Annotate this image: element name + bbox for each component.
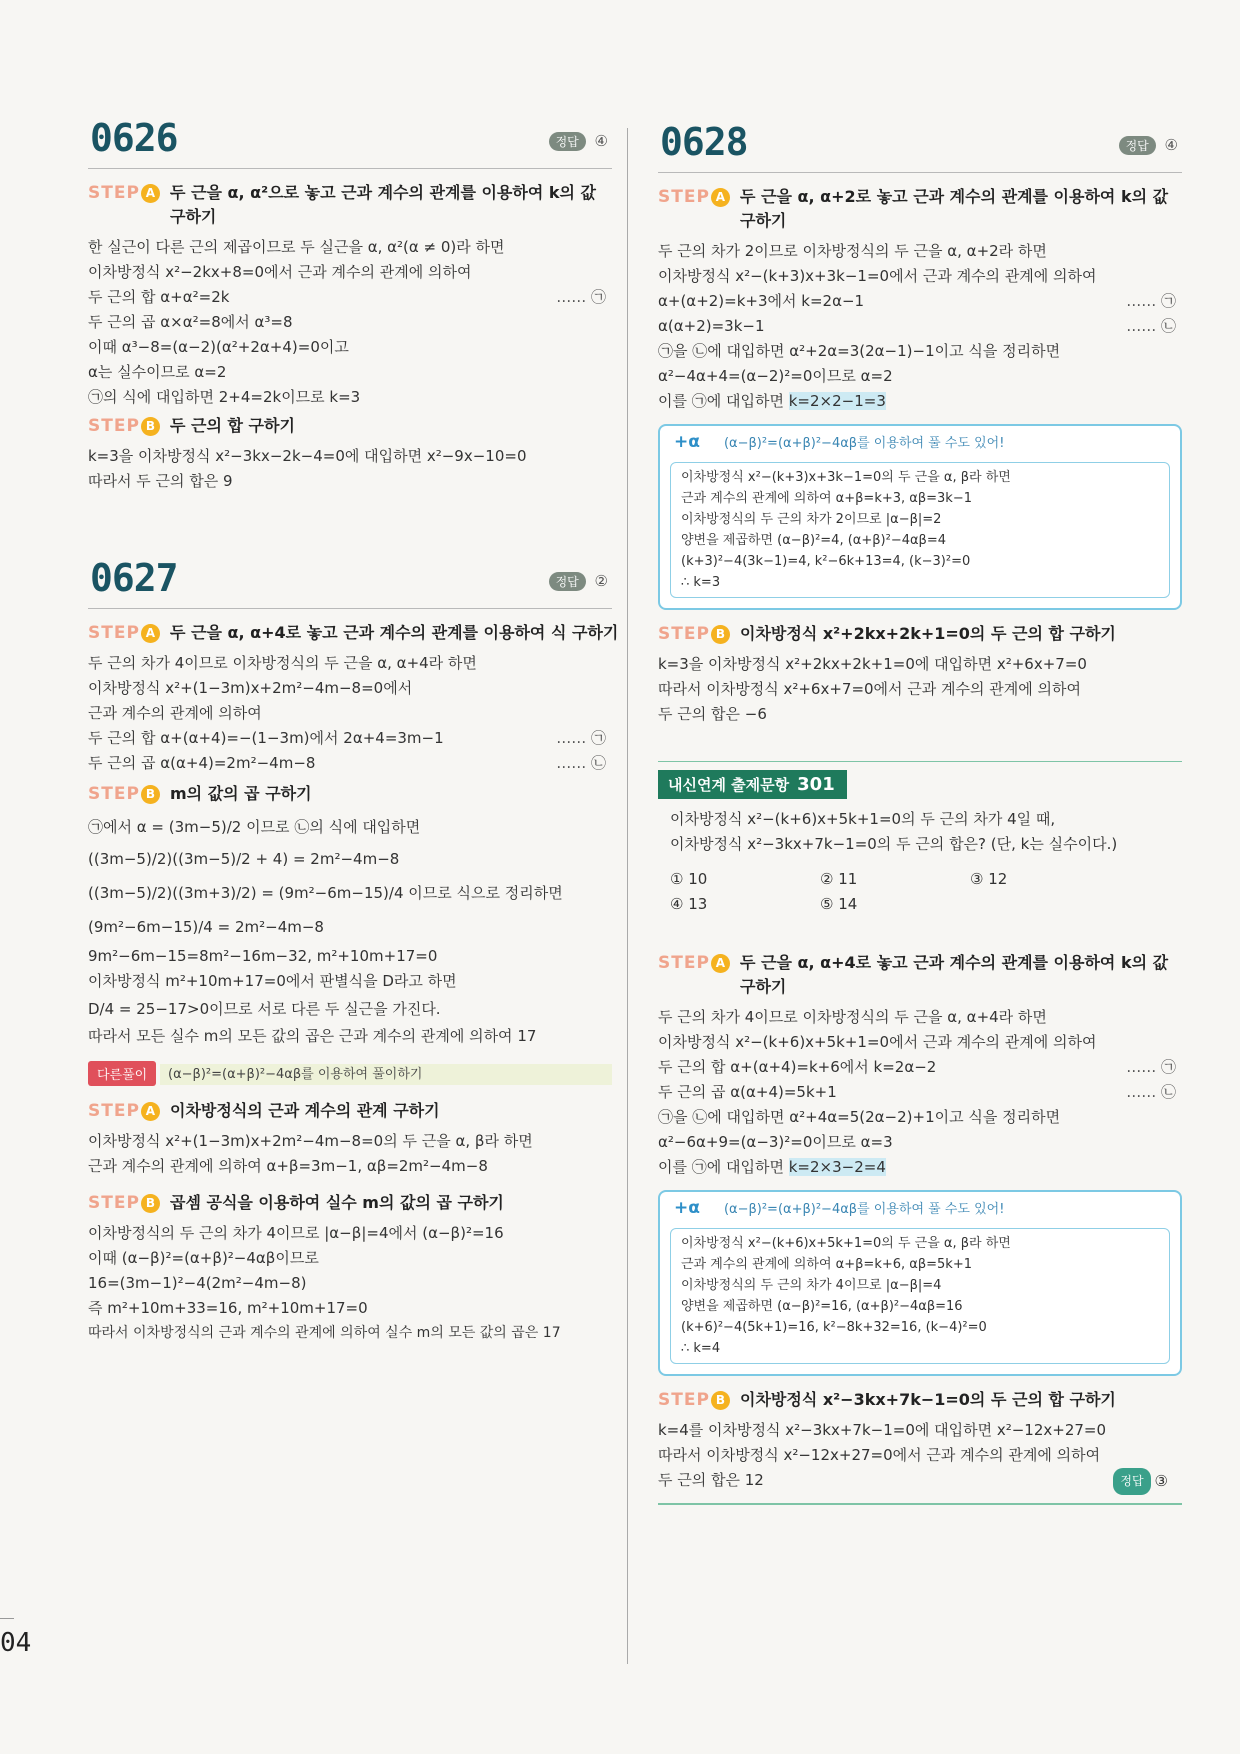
equation-mark-1: …… ㉠ [556,729,606,747]
alt-step-a-title: 이차방정식의 근과 계수의 관계 구하기 [170,1101,440,1120]
answer-value: ④ [594,132,608,150]
step-a-title-1: 두 근을 α, α+4로 놓고 근과 계수의 관계를 이용하여 k의 값 [740,953,1169,972]
question-text [658,807,1182,857]
answer-value: ③ [1154,1472,1168,1490]
step-a-title-2: 구하기 [740,211,787,230]
solution-line: 두 근의 차가 2이므로 이차방정식의 두 근을 α, α+2라 하면 [658,242,1047,260]
solution-line: 두 근의 합은 −6 [658,705,767,723]
step-a-title-1: 두 근을 α, α²으로 놓고 근과 계수의 관계를 이용하여 k의 값 [170,183,596,202]
solution-line: 이차방정식 x²−(k+3)x+3k−1=0에서 근과 계수의 관계에 의하여 [658,267,1097,285]
alternative-solution-title: (α−β)²=(α+β)²−4αβ를 이용하여 풀이하기 [160,1064,612,1085]
solution-line: (9m²−6m−15)/4 = 2m²−4m−8 [88,918,324,936]
solution-line: 두 근의 합은 12 정답 ③ [658,1468,1182,1493]
solution-line: 두 근의 곱 α×α²=8에서 α³=8 [88,313,293,331]
solution-line: D/4 = 25−17>0이므로 서로 다른 두 실근을 가진다. [88,1000,441,1018]
solution-line: 따라서 이차방정식의 근과 계수의 관계에 의하여 실수 m의 모든 값의 곱은 17 [88,1325,561,1341]
alternative-solution-tag: 다른풀이 [88,1061,156,1086]
problem-number: 0627 [90,556,178,600]
tip-box [658,1190,1182,1376]
solution-line: 따라서 이차방정식 x²+6x+7=0에서 근과 계수의 관계에 의하여 [658,680,1082,698]
step-a-heading [658,951,1182,999]
step-b-title: 두 근의 합 구하기 [170,416,295,435]
solution-line: 두 근의 합 α+(α+4)=k+6에서 k=2α−2 …… ㉠ [658,1055,1182,1080]
tip-line: 근과 계수의 관계에 의하여 α+β=k+3, αβ=3k−1 [681,491,972,506]
problem-header [658,120,1182,173]
step-b-title: m의 값의 곱 구하기 [170,784,312,803]
choice-2[interactable]: ② 11 [820,870,858,888]
alt-step-a-heading [88,1099,612,1123]
solution-line: 이차방정식 x²+(1−3m)x+2m²−4m−8=0에서 [88,679,413,697]
plus-alpha-icon: +α [674,432,700,452]
tip-content [670,1228,1170,1364]
equation-mark-2: …… ㉡ [556,754,606,772]
alt-step-b-tag: STEP B [88,1191,160,1215]
section-bottom-rule [658,1503,1182,1505]
answer-choices [658,867,1182,917]
tip-header: +α (α−β)²=(α+β)²−4αβ를 이용하여 풀 수도 있어! [674,432,1005,452]
tip-line: 양변을 제곱하면 (α−β)²=4, (α+β)²−4αβ=4 [681,533,947,548]
solution-line: 근과 계수의 관계에 의하여 α+β=3m−1, αβ=2m²−4m−8 [88,1157,488,1175]
solution-line: 두 근의 합 α+α²=2k …… ㉠ [88,285,612,310]
practice-problem-section [658,761,1182,1505]
tip-line: 양변을 제곱하면 (α−β)²=16, (α+β)²−4αβ=16 [681,1299,963,1314]
problem-number: 0628 [660,120,748,164]
problem-header [88,556,612,609]
tip-line: (k+6)²−4(5k+1)=16, k²−8k+32=16, (k−4)²=0 [681,1320,987,1335]
solution-line: ((3m−5)/2)((3m−5)/2 + 4) = 2m²−4m−8 [88,850,400,868]
step-a-title-1: 두 근을 α, α+2로 놓고 근과 계수의 관계를 이용하여 k의 값 [740,187,1169,206]
step-a-tag: STEP A [658,951,730,975]
alternative-solution-header [88,1061,612,1087]
solution-line: 두 근의 합 α+(α+4)=−(1−3m)에서 2α+4=3m−1 …… ㉠ [88,726,612,751]
step-a-title-2: 구하기 [170,207,217,226]
alt-step-a-tag: STEP A [88,1099,160,1123]
choice-3[interactable]: ③ 12 [970,870,1008,888]
problem-number: 0626 [90,116,178,160]
step-b-title: 이차방정식 x²−3kx+7k−1=0의 두 근의 합 구하기 [740,1390,1116,1409]
problem-0628 [658,120,1182,1505]
choice-5[interactable]: ⑤ 14 [820,895,858,913]
step-a-heading [88,181,612,229]
solution-line: α²−4α+4=(α−2)²=0이므로 α=2 [658,367,893,385]
tip-line: 이차방정식의 두 근의 차가 2이므로 |α−β|=2 [681,512,942,527]
solution-line: ㉠을 ㉡에 대입하면 α²+4α=5(2α−2)+1이고 식을 정리하면 [658,1108,1061,1126]
answer-badge: 정답 [1113,1468,1150,1495]
equation-mark-2: …… ㉡ [1126,1083,1176,1101]
solution-line: k=4를 이차방정식 x²−3kx+7k−1=0에 대입하면 x²−12x+27=0 [658,1421,1107,1439]
solution-line: 9m²−6m−15=8m²−16m−32, m²+10m+17=0 [88,947,438,965]
solution-line: α+(α+2)=k+3에서 k=2α−1 …… ㉠ [658,289,1182,314]
solution-line: 두 근의 곱 α(α+4)=5k+1 …… ㉡ [658,1080,1182,1105]
solution-line: 따라서 모든 실수 m의 모든 값의 곱은 근과 계수의 관계에 의하여 17 [88,1027,537,1045]
step-a-title-2: 구하기 [740,977,787,996]
solution-line: 이때 α³−8=(α−2)(α²+2α+4)=0이고 [88,338,349,356]
step-b-heading [658,1388,1182,1412]
step-b-heading [88,414,612,438]
highlighted-result: k=2×2−1=3 [788,392,886,410]
answer-label [1119,136,1178,155]
final-answer [1113,1468,1168,1495]
solution-line: α(α+2)=3k−1 …… ㉡ [658,314,1182,339]
problem-0626 [88,116,612,494]
step-a-tag: STEP A [88,181,160,205]
answer-badge: 정답 [549,572,586,591]
tip-line: 이차방정식 x²−(k+3)x+3k−1=0의 두 근을 α, β라 하면 [681,470,1011,485]
highlighted-result: k=2×3−2=4 [788,1158,886,1176]
step-b-tag: STEP B [88,414,160,438]
tip-line: 이차방정식의 두 근의 차가 4이므로 |α−β|=4 [681,1278,942,1293]
solution-line: k=3을 이차방정식 x²+2kx+2k+1=0에 대입하면 x²+6x+7=0 [658,655,1087,673]
solution-line: 이차방정식 x²+(1−3m)x+2m²−4m−8=0의 두 근을 α, β라 하면 [88,1132,533,1150]
practice-problem-tag: 내신연계 출제문항 301 [658,770,847,799]
solution-line: ㉠의 식에 대입하면 2+4=2k이므로 k=3 [88,388,361,406]
page-number-rule [0,1618,14,1619]
tip-line: 이차방정식 x²−(k+6)x+5k+1=0의 두 근을 α, β라 하면 [681,1236,1011,1251]
answer-value: ④ [1164,136,1178,154]
solution-line: 즉 m²+10m+33=16, m²+10m+17=0 [88,1299,368,1317]
solution-line: 이를 ㉠에 대입하면 k=2×2−1=3 [658,392,886,410]
step-b-heading [88,782,612,806]
tip-box [658,424,1182,610]
solution-line: 이차방정식 x²−(k+6)x+5k+1=0에서 근과 계수의 관계에 의하여 [658,1033,1097,1051]
solution-line: 두 근의 차가 4이므로 이차방정식의 두 근을 α, α+4라 하면 [88,654,477,672]
column-divider [627,128,628,1664]
solution-line: ㉠을 ㉡에 대입하면 α²+2α=3(2α−1)−1이고 식을 정리하면 [658,342,1061,360]
answer-label [549,572,608,591]
choice-4[interactable]: ④ 13 [670,895,708,913]
solution-line: 이를 ㉠에 대입하면 k=2×3−2=4 [658,1158,886,1176]
step-b-tag: STEP B [658,622,730,646]
tip-header: +α (α−β)²=(α+β)²−4αβ를 이용하여 풀 수도 있어! [674,1198,1005,1218]
step-b-title: 이차방정식 x²+2kx+2k+1=0의 두 근의 합 구하기 [740,624,1116,643]
equation-mark-1: …… ㉠ [1126,1058,1176,1076]
solution-line: 근과 계수의 관계에 의하여 [88,704,262,722]
problem-header [88,116,612,169]
solution-line: α는 실수이므로 α=2 [88,363,227,381]
answer-value: ② [594,572,608,590]
solution-line: 16=(3m−1)²−4(2m²−4m−8) [88,1274,307,1292]
solution-line: 한 실근이 다른 근의 제곱이므로 두 실근을 α, α²(α ≠ 0)라 하면 [88,238,505,256]
step-b-heading [658,622,1182,646]
alt-step-b-title: 곱셈 공식을 이용하여 실수 m의 값의 곱 구하기 [170,1193,504,1212]
page-number: 04 [0,1628,32,1658]
alt-step-b-heading [88,1191,612,1215]
problem-0627 [88,556,619,1346]
step-a-title: 두 근을 α, α+4로 놓고 근과 계수의 관계를 이용하여 식 구하기 [170,623,619,642]
step-b-tag: STEP B [88,782,160,806]
solution-line: 따라서 이차방정식 x²−12x+27=0에서 근과 계수의 관계에 의하여 [658,1446,1101,1464]
solution-line: α²−6α+9=(α−3)²=0이므로 α=3 [658,1133,893,1151]
tip-line: 근과 계수의 관계에 의하여 α+β=k+6, αβ=5k+1 [681,1257,972,1272]
step-a-heading [658,185,1182,233]
step-b-tag: STEP B [658,1388,730,1412]
equation-mark-1: …… ㉠ [1126,292,1176,310]
answer-badge: 정답 [1119,136,1156,155]
answer-badge: 정답 [549,132,586,151]
plus-alpha-icon: +α [674,1198,700,1218]
question-line: 이차방정식 x²−3kx+7k−1=0의 두 근의 합은? (단, k는 실수이다.) [670,835,1118,853]
tip-line: ∴ k=3 [681,575,721,590]
solution-line: ㉠에서 α = (3m−5)/2 이므로 ㉡의 식에 대입하면 [88,818,421,836]
solution-line: 이차방정식의 두 근의 차가 4이므로 |α−β|=4에서 (α−β)²=16 [88,1224,504,1242]
question-line: 이차방정식 x²−(k+6)x+5k+1=0의 두 근의 차가 4일 때, [670,810,1056,828]
step-a-heading [88,621,619,645]
equation-mark-1: …… ㉠ [556,288,606,306]
solution-line: 따라서 두 근의 합은 9 [88,472,233,490]
answer-label [549,132,608,151]
tip-line: (k+3)²−4(3k−1)=4, k²−6k+13=4, (k−3)²=0 [681,554,971,569]
equation-mark-2: …… ㉡ [1126,317,1176,335]
step-a-tag: STEP A [88,621,160,645]
solution-line: 이때 (α−β)²=(α+β)²−4αβ이므로 [88,1249,319,1267]
choice-1[interactable]: ① 10 [670,870,708,888]
solution-line: 이차방정식 x²−2kx+8=0에서 근과 계수의 관계에 의하여 [88,263,472,281]
solution-line: k=3을 이차방정식 x²−3kx−2k−4=0에 대입하면 x²−9x−10=0 [88,447,527,465]
solution-line: 두 근의 차가 4이므로 이차방정식의 두 근을 α, α+4라 하면 [658,1008,1047,1026]
tip-content [670,462,1170,598]
tip-line: ∴ k=4 [681,1341,721,1356]
practice-problem-number: 301 [797,774,835,795]
solution-line: ((3m−5)/2)((3m+3)/2) = (9m²−6m−15)/4 이므로 식으로 정리하면 [88,884,563,902]
step-a-tag: STEP A [658,185,730,209]
solution-line: 두 근의 곱 α(α+4)=2m²−4m−8 …… ㉡ [88,751,612,776]
solution-line: 이차방정식 m²+10m+17=0에서 판별식을 D라고 하면 [88,972,457,990]
